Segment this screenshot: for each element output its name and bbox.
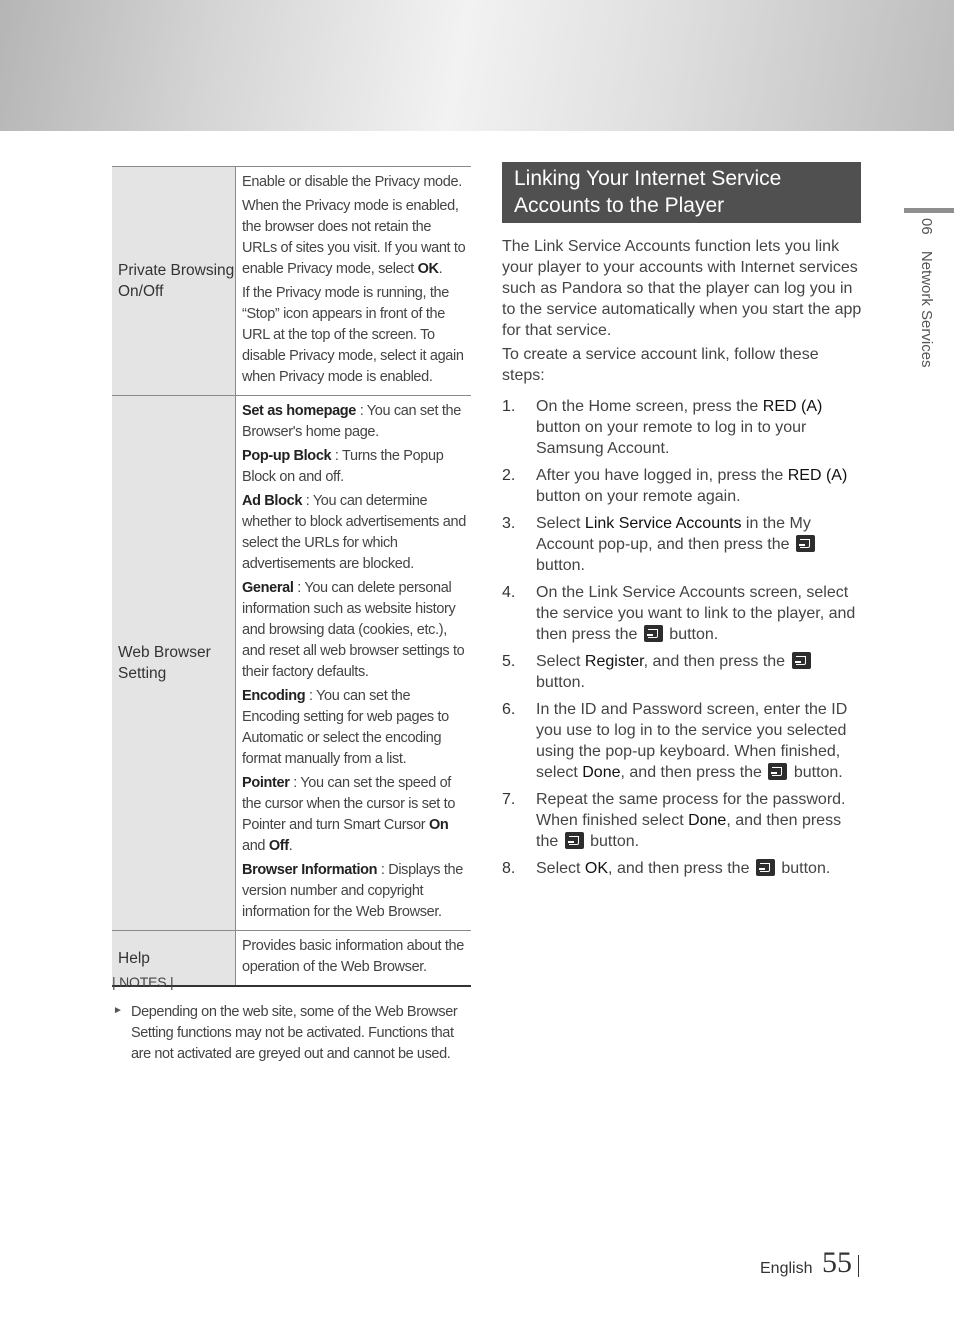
text-run: : You can delete personal information such as website history and browsing data (cookies, etc.), and reset all web browser settings to their factory defaults. — [242, 580, 465, 680]
description-paragraph — [242, 172, 467, 193]
bold-term: RED (A) — [787, 467, 848, 484]
bold-term: General — [242, 580, 294, 596]
setting-name: Private Browsing On/Off — [112, 167, 236, 396]
text-run: : You can set the Encoding setting for web pages to Automatic or select the encoding format manually from a list. — [242, 688, 449, 767]
chapter-tab-marker — [904, 208, 954, 213]
chapter-title: Network Services — [918, 250, 935, 368]
step-item — [502, 651, 864, 693]
note-bullet-icon: ► — [113, 1005, 123, 1016]
text-run: In the ID and Password screen, enter the ID you use to log in to the service you selected using the pop-up keyboard. When finished, select — [536, 701, 848, 781]
description-paragraph — [242, 686, 467, 770]
text-run: Select — [536, 515, 585, 532]
text-run: . — [288, 838, 293, 854]
text-run: button on your remote again. — [536, 488, 741, 505]
description-paragraph — [242, 491, 467, 575]
step-number: 3. — [502, 515, 516, 532]
chapter-number: 06 — [918, 218, 935, 235]
description-paragraph — [242, 446, 467, 488]
description-paragraph — [242, 283, 467, 388]
text-run: button. — [536, 557, 585, 574]
text-run: On the Link Service Accounts screen, select the service you want to link to the player, and then press the — [536, 584, 856, 643]
step-item — [502, 582, 864, 645]
text-run: Select — [536, 653, 585, 670]
bold-term: On — [428, 817, 449, 833]
text-run: , and then press the — [620, 764, 767, 781]
bold-term: Off — [268, 838, 289, 854]
steps-list — [502, 396, 864, 885]
step-item — [502, 789, 864, 852]
enter-button-icon — [768, 763, 787, 780]
text-run: When the Privacy mode is enabled, the browser does not retain the URLs of sites you visit. If you want to enable Privacy mode, select — [242, 198, 466, 277]
bold-term: Encoding — [242, 688, 306, 704]
step-number: 1. — [502, 398, 516, 415]
bold-term: Pointer — [242, 775, 290, 791]
text-run: button. — [789, 764, 843, 781]
note-item: Depending on the web site, some of the Web Browser Setting functions may not be activated. Functions that are not activated are greyed out and cannot be used. — [131, 1004, 458, 1062]
step-item — [502, 699, 864, 783]
bold-term: Link Service Accounts — [584, 515, 742, 532]
text-run: button. — [776, 860, 831, 877]
chapter-side-label — [905, 218, 935, 418]
text-run: Enable or disable the Privacy mode. — [242, 174, 462, 190]
step-number: 8. — [502, 860, 516, 877]
bold-term: Ad Block — [242, 493, 303, 509]
bold-term: OK — [417, 261, 439, 277]
section-heading: Linking Your Internet Service Accounts to the Player — [514, 167, 782, 217]
intro-paragraph: The Link Service Accounts function lets you link your player to your accounts with Internet services such as Pandora so that the player can log you in to the service automatically when you start the app for that service. — [502, 238, 862, 339]
step-number: 5. — [502, 653, 516, 670]
text-run: button. — [585, 833, 640, 850]
text-run: : You can set the Browser's home page. — [242, 403, 461, 440]
description-paragraph — [242, 773, 467, 857]
text-run: On the Home screen, press the — [536, 398, 763, 415]
step-item — [502, 465, 864, 507]
text-run: Provides basic information about the operation of the Web Browser. — [242, 938, 464, 975]
text-run: : Displays the version number and copyright information for the Web Browser. — [242, 862, 463, 920]
intro-paragraph: To create a service account link, follow these steps: — [502, 346, 819, 384]
setting-name: Help — [112, 931, 236, 987]
description-paragraph — [242, 401, 467, 443]
bold-term: Pop-up Block — [242, 448, 332, 464]
enter-button-icon — [644, 625, 663, 642]
text-run: button. — [664, 626, 719, 643]
text-run: After you have logged in, press the — [536, 467, 788, 484]
setting-description — [236, 931, 472, 987]
description-paragraph — [242, 578, 467, 683]
bold-term: Register — [584, 653, 644, 670]
step-number: 6. — [502, 701, 516, 718]
text-run: . — [438, 261, 443, 277]
text-run: Select — [536, 860, 585, 877]
setting-description — [236, 167, 472, 396]
text-run: Repeat the same process for the password. When finished select — [536, 791, 846, 829]
bold-term: Set as homepage — [242, 403, 357, 419]
text-run: , and then press the — [608, 860, 754, 877]
bold-term: RED (A) — [762, 398, 823, 415]
table-row — [112, 167, 471, 396]
text-run: , and then press the — [643, 653, 790, 670]
bold-term: Done — [688, 812, 727, 829]
bold-term: OK — [584, 860, 609, 877]
description-paragraph — [242, 860, 467, 923]
enter-button-icon — [792, 652, 811, 669]
text-run: : You can determine whether to block advertisements and select the URLs for which advertisements are blocked. — [242, 493, 466, 572]
bold-term: Done — [582, 764, 621, 781]
table-row — [112, 396, 471, 931]
setting-description — [236, 396, 472, 931]
section-intro — [502, 236, 864, 389]
text-run: : You can set the speed of the cursor when the cursor is set to Pointer and turn Smart Cursor — [242, 775, 456, 833]
text-run: in the My Account pop-up, and then press the — [536, 515, 811, 553]
section-heading-box — [502, 162, 861, 223]
text-run: , and then press the — [536, 812, 842, 850]
header-banner — [0, 0, 954, 131]
step-number: 4. — [502, 584, 516, 601]
text-run: : Turns the Popup Block on and off. — [242, 448, 444, 485]
enter-button-icon — [756, 859, 775, 876]
step-item — [502, 858, 864, 879]
text-run: button. — [536, 674, 585, 691]
browser-settings-table — [112, 166, 471, 987]
bold-term: Browser Information — [242, 862, 378, 878]
step-item — [502, 513, 864, 576]
footer-language: English — [760, 1260, 813, 1277]
step-number: 7. — [502, 791, 516, 808]
step-item — [502, 396, 864, 459]
step-number: 2. — [502, 467, 516, 484]
text-run: If the Privacy mode is running, the “Stop” icon appears in front of the URL at the top of the screen. To disable Privacy mode, select it again when Privacy mode is enabled. — [242, 285, 464, 385]
enter-button-icon — [796, 535, 815, 552]
footer-divider — [858, 1255, 859, 1277]
page-number: 55 — [822, 1246, 852, 1279]
setting-name: Web Browser Setting — [112, 396, 236, 931]
text-run: and — [242, 838, 269, 854]
description-paragraph — [242, 936, 467, 978]
text-run: button on your remote to log in to your Samsung Account. — [536, 419, 807, 457]
enter-button-icon — [565, 832, 584, 849]
description-paragraph — [242, 196, 467, 280]
notes-title: | NOTES | — [112, 974, 174, 990]
